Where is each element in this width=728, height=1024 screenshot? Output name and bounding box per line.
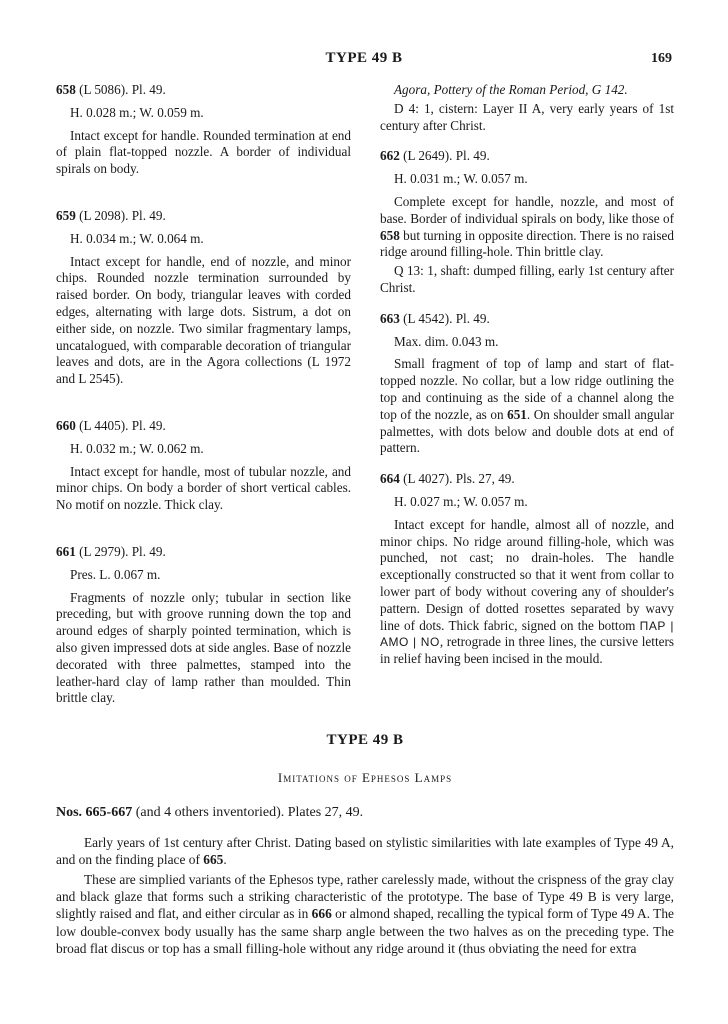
catalogue-range: Nos. 665-667 [56,805,133,821]
plate-reference: Pl. 49. [131,207,166,223]
dimensions: H. 0.027 m.; W. 0.057 m. [394,493,528,509]
description [380,517,674,668]
description-text: Complete except for handle, nozzle, and most of base. Border of individual spirals on body, like those of [380,193,674,226]
entry-heading [56,544,351,561]
section-subtitle: Imitations of Ephesos Lamps [277,770,453,786]
catalogue-plates: (and 4 others inventoried). Plates 27, 49. [132,805,364,821]
inventory-number: (L 4542). [403,310,453,326]
paragraph-text: . [223,851,227,867]
catalogue-entry-664 [380,471,674,668]
description-text: . On shoulder small angular palmettes, with dots below and double dots at end of pattern. [380,406,674,456]
inventory-number: (L 5086). [79,82,129,97]
description: Intact except for handle, end of nozzle, and minor chips. Rounded nozzle termination surrounded by raised border. On body, triangular leaves with corded edges, alternating with large dots. Sistrum, a dot on either side, on nozzle. Two similar fragmentary lamps, uncatalogued, with comparable decoration of triangular leaves and dots, are in the Agora collections (L 1972 and L 2545). [56,253,351,387]
paragraph-text: or almond shaped, recalling the typical form of Type 49 A. The low double-convex body usually has the same sharp angle between the two halves as on the preceding type. The broad flat discus or top has a small filling-hole without any ridge around it (thus obviating the need for extra [56,906,674,956]
description: Intact except for handle. Rounded termination at end of plain flat-topped nozzle. A border of individual spirals on body. [56,127,351,177]
lamp-signature: ΠΑΡ | ΑΜΟ | ΝΟ [380,618,675,650]
section-title: TYPE 49 B [326,732,404,748]
entry-number: 658 [56,82,76,97]
dimensions: H. 0.031 m.; W. 0.057 m. [394,171,528,187]
inventory-number: (L 4405). [79,417,129,433]
entry-heading [380,471,674,488]
catalogue-entry-661 [56,544,351,707]
catalogue-entry-658 [56,82,351,178]
plate-reference: Pl. 49. [131,543,166,559]
paragraph-text: Early years of 1st century after Christ. Dating based on stylistic similarities with late examples of Type 49 A, and on the finding place of [56,834,674,867]
inventory-number: (L 4027). [403,471,453,487]
dimensions: Pres. L. 0.067 m. [70,566,161,582]
entry-number: 659 [56,207,76,223]
description [380,194,674,261]
entry-heading [380,311,674,328]
find-context: Q 13: 1, shaft: dumped filling, early 1st century after Christ. [380,263,674,295]
body-paragraph-dating [56,834,674,868]
entry-heading [380,148,674,165]
cross-reference: 651 [507,406,527,422]
plate-reference: Pls. 27, 49. [455,471,515,487]
entry-number: 664 [380,471,400,487]
entry-heading [56,418,351,435]
page-number: 169 [651,51,672,66]
dimensions: Max. dim. 0.043 m. [394,333,499,349]
inventory-number: (L 2979). [79,543,129,559]
continued-entry [380,82,674,134]
cross-reference: 665 [203,851,224,867]
body-paragraph-description [56,871,674,957]
inventory-number: (L 2098). [79,207,129,223]
catalogue-entry-662 [380,148,674,296]
dimensions: H. 0.028 m.; W. 0.059 m. [70,104,204,120]
description-text: Small fragment of top of lamp and start of flat-topped nozzle. No collar, but a low ridge outlining the top and continuing as the side of a channel along the top of the nozzle, as on [380,356,674,422]
description-text: but turning in opposite direction. There is no raised ridge around filling-hole. Thin brittle clay. [380,227,674,260]
dimensions: H. 0.034 m.; W. 0.064 m. [70,230,204,246]
plate-reference: Pl. 49. [455,148,490,164]
entry-number: 663 [380,310,400,326]
entry-heading [56,208,351,225]
running-title: TYPE 49 B [325,50,403,66]
entry-number: 662 [380,148,400,164]
entry-number: 660 [56,417,76,433]
plate-reference: Pl. 49. [455,310,490,326]
description: Fragments of nozzle only; tubular in section like preceding, but with groove running down the top and around edges of sharply pointed termination, which is also given impressed dots at side angles. Base of nozzle decorated with three palmettes, stamped into the leather-hard clay of lamp rather than moulded. Thin brittle clay. [56,589,351,706]
cross-reference: 666 [311,906,332,922]
type-section [56,732,674,960]
description: Intact except for handle, most of tubular nozzle, and minor chips. On body a border of short vertical cables. No motif on nozzle. Thick clay. [56,463,351,513]
description-text: Intact except for handle, almost all of nozzle, and minor chips. No ridge around filling-hole, which was punched, not cast; no drain-holes. The handle exceptionally constructed so that it went from collar to lower part of body without covering any of shoulder's pattern. Design of dotted rosettes separated by wavy line of dots. Thick fabric, signed on the bottom [380,516,674,633]
plate-reference: Pl. 49. [131,82,166,97]
entry-heading [56,82,351,99]
catalogue-entry-660 [56,418,351,514]
publication-reference: Agora, Pottery of the Roman Period, G 142. [394,82,628,97]
description [380,356,674,457]
find-context: D 4: 1, cistern: Layer II A, very early years of 1st century after Christ. [380,100,674,133]
dimensions: H. 0.032 m.; W. 0.062 m. [70,440,204,456]
right-column [380,82,674,698]
plate-reference: Pl. 49. [131,417,166,433]
catalogue-entry-663 [380,311,674,457]
left-column [56,82,351,737]
cross-reference: 658 [380,227,400,243]
paragraph-text: These are simplied variants of the Ephesos type, rather carelessly made, without the crispness of the gray clay and black glaze that forms such a striking characteristic of the prototype. The base of Type 49 B is very large, slightly raised and flat, and either circular as in [56,872,674,922]
catalogue-numbers [56,804,674,821]
inventory-number: (L 2649). [403,148,453,164]
description-text: , retrograde in three lines, the cursive letters in relief having been incised in the mould. [380,634,674,667]
catalogue-entry-659 [56,208,351,388]
entry-number: 661 [56,543,76,559]
